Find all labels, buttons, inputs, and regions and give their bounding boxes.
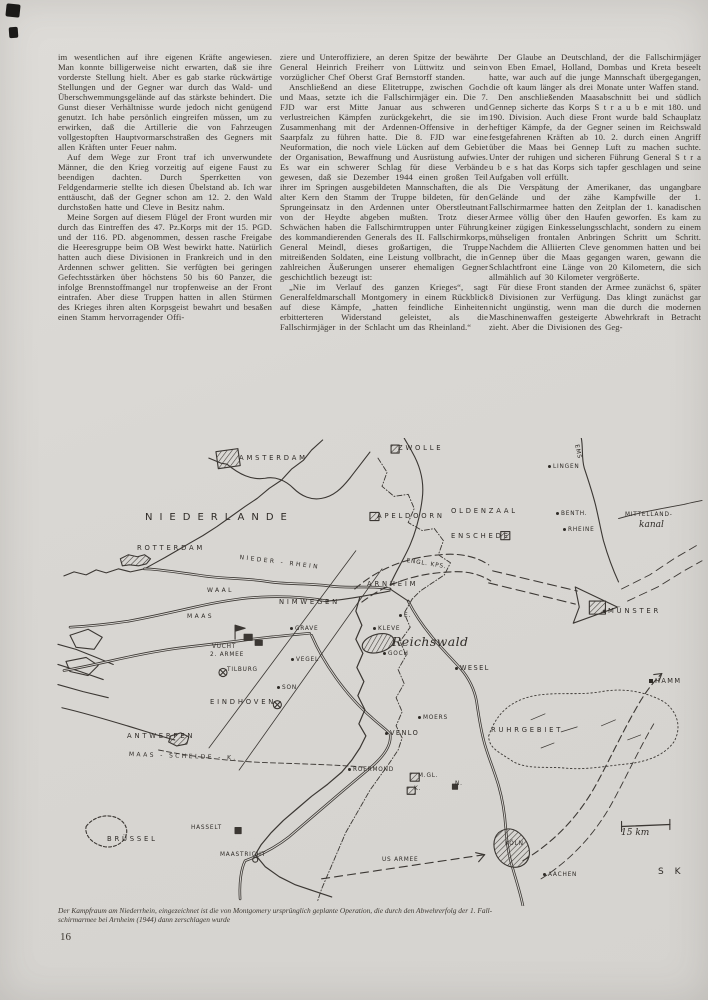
map-label-köln: KÖLN [505, 841, 524, 847]
map-label-zwolle: ZWOLLE [398, 444, 444, 452]
map-label-15-km: 15 km [621, 828, 650, 838]
city-dot-icon [399, 614, 402, 617]
body-paragraph: Die Verspätung der Amerikaner, das ungangbare Gelände und der zähe Kampfwille der 1. Fallschirmarmee hatten den Zeitplan der 1. kanadischen Armee völlig über den Haufen geworfen. Es kam zu keiner zügigen Einkesselungsschlacht, sondern zu einem mühseligen frontalen Anbringen Schritt um Schritt. Nachdem die Alliierten Cleve genommen hatten und bei Gennep über die Maas gegangen waren, gewann die Schlachtfront eine Länge von 20 Kilometern, die sich allmählich auf 30 Kilometer vergrößerte. [489, 182, 701, 282]
map-label-s-k: S K [658, 867, 685, 877]
map-label-rotterdam: ROTTERDAM [137, 544, 206, 552]
city-dot-icon [455, 667, 458, 670]
map-label-son: SON [277, 685, 297, 691]
map-label-2-armee: 2. ARMEE [210, 652, 245, 658]
map-label-enschede: ENSCHEDE [451, 532, 511, 540]
map-label-benth-: BENTH. [556, 511, 587, 517]
map-label-grave: GRAVE [290, 626, 319, 632]
map-label-antwerpen: ANTWERPEN [127, 732, 196, 740]
map-label-kleve: KLEVE [373, 626, 400, 632]
map-label-waal: WAAL [207, 587, 234, 594]
map-label-reichswald: Reichswald [392, 634, 469, 649]
map-label-goch: GOCH [383, 651, 409, 657]
city-dot-icon [373, 627, 376, 630]
map-label-e-: E. [399, 613, 411, 619]
map-caption [58, 906, 700, 924]
article-column-3 [489, 52, 701, 430]
body-paragraph: Meine Sorgen auf diesem Flügel der Front wurden mir durch das Eintreffen des 47. Pz.Korps mit der 15. PGD. und der 116. PD. abgenommen, dessen rasche Freigabe die Heeresgruppe beim OB West bewirkt hatte. Natürlich hatten auch diese Divisionen in Frankreich und in den Ardennen schwer gelitten. Sie verfügten bei geringen Gefechtsstärken über höchstens 50 bis 60 Panzer, die infolge Brennstoffmangel nur tropfenweise an der Front eintrafen. Aber diese Truppen hatten in allen Stürmen des Krieges ihren alten Korpsgeist bewahrt und besaßen einen Stamm hervorragender Offi- [58, 212, 272, 322]
map-label-moers: MOERS [418, 715, 448, 721]
map-label-aachen: AACHEN [543, 872, 577, 878]
map-label-hasselt: HASSELT [191, 825, 222, 831]
map-label-münster: MÜNSTER [603, 607, 661, 615]
map-label-maas: MAAS [187, 613, 214, 620]
map-label-mittelland-: MITTELLAND- [625, 512, 673, 518]
map-label-niederlande: NIEDERLANDE [145, 512, 294, 523]
map-label-vegel: VEGEL [291, 657, 319, 663]
body-paragraph: Den anschließenden Maasabschnitt bei und südlich Gennep sicherte das Korps S t r a u b e mit 180. und 190. Division. Auch diese Front wurde bald Schauplatz heftiger Kämpfe, da der Gegner seinen im Reichswald festgefahrenen Kräften ab 10. 2. durch einen Angriff über die Maas bei Gennep Luft zu machen suchte. Unter der ruhigen und sicheren Führung General S t r a u b e s hat das Korps sich tapfer geschlagen und seine Aufgaben voll erfüllt. [489, 92, 701, 182]
map-label-roermond: ROERMOND [348, 767, 394, 773]
body-paragraph: im wesentlichen auf ihre eigenen Kräfte angewiesen. Man konnte billigerweise nicht erwarten, daß sie ihre vorderste Stellung hielt. Aber es gab starke rückwärtige Stellungen und der Gegner war durch das Wald- und Überschwemmungsgelände auf das stärkste behindert. Die Gunst dieser Verhältnisse wurde jedoch nicht genügend genutzt. Ich habe persönlich eingreifen müssen, um zu erwirken, daß die Artillerie die von Fahrzeugen vollgestopften Hauptvormarschstraßen des Gegners mit allen Kräften unter Feuer nahm. [58, 52, 272, 152]
map-label-wesel: WESEL [455, 664, 490, 672]
quote-paragraph: „Nie im Verlauf des ganzen Krieges“, sagt Generalfeldmarschall Montgomery in einem Rückblick auf diese Kämpfe, „hatten feindliche Einheiten erbitterteren Widerstand geleistet, als die Fallschirmjäger in der Schlacht um das Rheinland.“ [280, 282, 488, 332]
city-dot-icon [385, 732, 388, 735]
map-label-apeldoorn: APELDOORN [377, 512, 445, 520]
city-dot-icon [556, 512, 559, 515]
map-label-m-gl-: M.GL. [418, 773, 439, 779]
map-label-engl-kps-: ENGL. KPS. [406, 558, 447, 571]
map-label-n-: N. [455, 781, 463, 787]
map-label-venlo: VENLO [385, 729, 419, 737]
city-dot-icon [548, 465, 551, 468]
map-label-nimwegen: NIMWEGEN [279, 598, 341, 606]
hand-drawn-map [55, 438, 705, 906]
caption-line: Der Kampfraum am Niederrhein, eingezeichnet ist die von Montgomery ursprünglich geplante Operation, die durch den Abwehrerfolg der 1. Fall- [58, 906, 493, 915]
caption-line: schirmarmee bei Arnheim (1944) dann zerschlagen wurde [58, 915, 231, 924]
city-square-icon [649, 679, 653, 683]
city-dot-icon [348, 768, 351, 771]
map-label-brüssel: BRÜSSEL [107, 835, 158, 843]
page-number: 16 [60, 931, 71, 943]
body-paragraph: Der Glaube an Deutschland, der die Fallschirmjäger von Eben Emael, Holland, Dombas und Kreta beseelt hatte, war auch auf die junge Mannschaft übergegangen, die oft kaum länger als drei Monate unter Waffen stand. [489, 52, 701, 92]
city-dot-icon [603, 610, 606, 613]
map-label-maas-schelde-k-: MAAS - SCHELDE - K. [128, 751, 238, 762]
map-label-oldenzaal: OLDENZAAL [451, 507, 518, 515]
map-label-amsterdam: AMSTERDAM [239, 454, 308, 462]
body-paragraph: Für diese Front standen der Armee zunächst 6, später 8 Divisionen zur Verfügung. Das klingt zunächst gar nicht ungünstig, wenn man die durch die modernen Maschinenwaffen gesteigerte Abwehrkraft in Betracht zieht. Aber die Divisionen des Geg- [489, 282, 701, 332]
map-label-k-: K. [414, 786, 422, 792]
map-label-ems: EMS [573, 444, 583, 460]
city-dot-icon [290, 627, 293, 630]
body-paragraph: Auf dem Wege zur Front traf ich unverwundete Männer, die den Krieg vorzeitig auf eigene Faust zu beendigen dachten. Durch Sperrketten von Feldgendarmerie stellte ich diesen Übelstand ab. Ich war enttäuscht, daß der Gegner schon am 12. 2. den Wald durchstoßen hatte und Cleve in Besitz nahm. [58, 152, 272, 212]
scan-artifact-mark [5, 3, 20, 17]
city-dot-icon [418, 716, 421, 719]
map-label-tilburg: TILBURG [227, 667, 258, 673]
body-paragraph: Anschließend an diese Elitetruppe, zwischen Goch und Maas, setzte ich die Fallschirmjäger ein. Die 7. FJD war erst Mitte Januar aus schweren und verlustreichen Kämpfen zurückgekehrt, die sie im Zusammenhang mit der Ardennen-Offensive in der Saarpfalz zu führen hatte. Die 8. FJD war eine Neuformation, die noch viele Lücken auf dem Gebiet der Organisation, Bewaffnung und Ausrüstung aufwies. Es war ein schwerer Schlag für diese Verbände gewesen, daß sie Dezember 1944 einen großen Teil ihrer im Springen ausgebildeten Mannschaften, die als alter Kern den Stamm der Truppe bildeten, für den Sprungeinsatz in den Ardennen unter Oberstleutnant von der Heydte abgeben mußten. Trotz dieser Schwächen haben die Fallschirmtruppen unter Führung des kommandierenden Generals des II. Fallschirmkorps, General Meindl, dieses großartigen, die Truppe mitreißenden Soldaten, eine Leistung vollbracht, die in zahlreichen Äußerungen unserer ehemaligen Gegner geschichtlich bezeugt ist: [280, 82, 488, 282]
city-dot-icon [277, 686, 280, 689]
map-label-maastricht: MAASTRICHT [220, 852, 266, 858]
article-column-1 [58, 52, 272, 430]
map-label-kanal: kanal [639, 520, 664, 530]
map-label-lingen: LINGEN [548, 464, 580, 470]
map-label-arnheim: ARNHEIM [367, 580, 419, 588]
map-label-eindhoven: EINDHOVEN [210, 698, 277, 706]
city-dot-icon [291, 658, 294, 661]
map-label-vucht: VUCHT [212, 644, 237, 650]
map-label-nieder-rhein: NIEDER - RHEIN [239, 554, 321, 571]
map-label-hamm: HAMM [649, 677, 681, 685]
map-label-us-armee: US ARMEE [382, 857, 419, 863]
city-dot-icon [543, 873, 546, 876]
map-label-rheine: RHEINE [563, 527, 595, 533]
map-label-ruhrgebiet: RUHRGEBIET [491, 726, 564, 734]
scan-artifact-mark [9, 27, 19, 39]
city-dot-icon [383, 652, 386, 655]
city-dot-icon [563, 528, 566, 531]
map-labels [55, 438, 705, 906]
article-column-2 [280, 52, 488, 430]
body-paragraph: ziere und Unteroffiziere, an deren Spitze der bewährte General Heinrich Freiherr von Lüttwitz und sein vorzüglicher Chef Oberst Graf Bernstorff standen. [280, 52, 488, 82]
